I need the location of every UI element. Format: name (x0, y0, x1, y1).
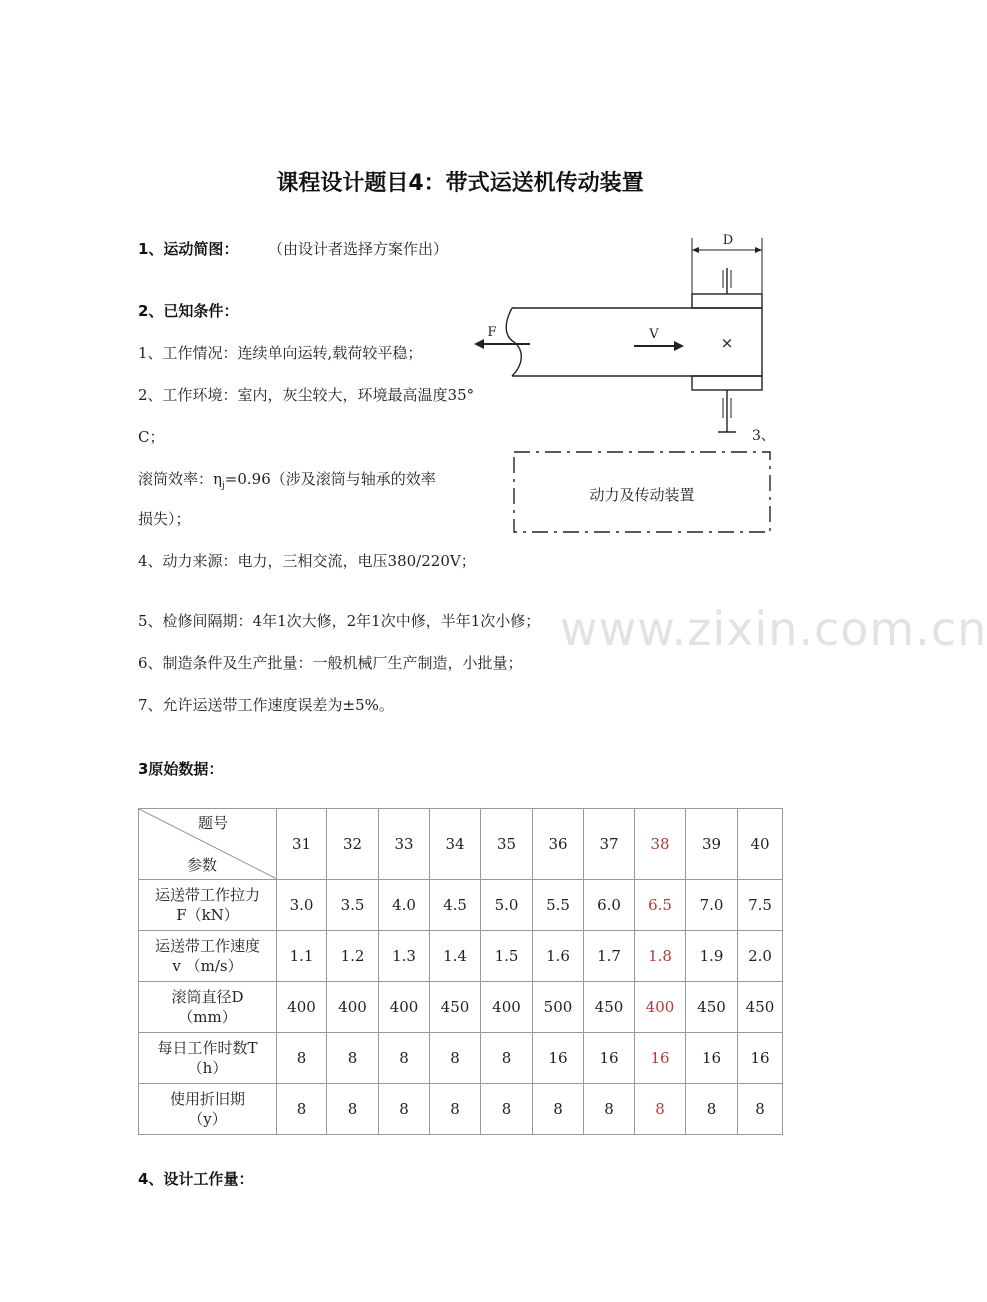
row-label-main: 每日工作时数T (157, 1039, 258, 1057)
table-cell-highlighted: 400 (635, 982, 686, 1033)
condition-4: 4、动力来源：电力，三相交流，电压380/220V； (138, 552, 476, 570)
table-row (139, 931, 783, 982)
table-cell: 1.9 (686, 931, 738, 982)
row-label-unit: v （m/s） (172, 957, 243, 975)
table-row (139, 880, 783, 931)
row-label-unit: （h） (187, 1059, 228, 1077)
belt-break-curve (506, 308, 521, 376)
table-cell: 8 (430, 1033, 481, 1084)
table-cell: 1.1 (277, 931, 327, 982)
condition-1: 1、工作情况：连续单向运转,载荷较平稳； (138, 344, 423, 362)
table-cell: 8 (481, 1033, 533, 1084)
table-cell: 450 (738, 982, 783, 1033)
table-cell: 1.3 (379, 931, 430, 982)
row-label-unit: F（kN） (176, 906, 239, 924)
condition-7: 7、允许运送带工作速度误差为±5%。 (138, 696, 394, 714)
row-label (139, 1033, 277, 1084)
table-cell: 4.5 (430, 880, 481, 931)
row-label-main: 运送带工作拉力 (154, 886, 260, 904)
condition-2: 2、工作环境：室内，灰尘较大，环境最高温度35° (138, 386, 475, 404)
table-row (139, 1084, 783, 1135)
section-4-heading: 4、设计工作量： (138, 1170, 254, 1188)
table-cell: 400 (481, 982, 533, 1033)
table-cell-highlighted: 1.8 (635, 931, 686, 982)
kinematic-diagram (470, 228, 790, 540)
table-cell: 7.5 (738, 880, 783, 931)
row-label-main: 使用折旧期 (169, 1090, 245, 1108)
table-cell: 1.2 (327, 931, 379, 982)
table-cell-highlighted: 6.5 (635, 880, 686, 931)
corner-bottom-label: 参数 (187, 856, 218, 874)
condition-3-rest: =0.96（涉及滚筒与轴承的效率 (224, 470, 436, 488)
condition-3-prefix: 滚筒效率：η (138, 470, 222, 488)
force-label: F (487, 325, 497, 340)
column-header: 39 (686, 809, 738, 880)
row-label (139, 931, 277, 982)
column-header: 37 (584, 809, 635, 880)
velocity-arrow-head (674, 341, 684, 351)
table-cell: 450 (430, 982, 481, 1033)
condition-2-cont: C； (138, 428, 165, 446)
drum-top-cap (692, 294, 762, 308)
table-header-row (139, 809, 783, 880)
table-cell: 16 (738, 1033, 783, 1084)
parameter-table (138, 808, 783, 1135)
table-cell-highlighted: 16 (635, 1033, 686, 1084)
dimension-arrow-right (755, 247, 762, 253)
diameter-label: D (722, 233, 734, 248)
table-cell: 16 (533, 1033, 584, 1084)
table-cell: 8 (686, 1084, 738, 1135)
section-3-heading: 3原始数据： (138, 760, 224, 778)
table-cell: 2.0 (738, 931, 783, 982)
table-cell: 8 (327, 1033, 379, 1084)
table-row (139, 1033, 783, 1084)
table-cell: 400 (277, 982, 327, 1033)
table-cell: 450 (686, 982, 738, 1033)
table-cell: 400 (327, 982, 379, 1033)
condition-3-cont: 损失）； (138, 510, 191, 528)
section-1-heading: 1、运动简图： (138, 240, 239, 258)
section-1-note: （由设计者选择方案作出） (268, 240, 449, 258)
drive-unit-label: 动力及传动装置 (589, 486, 695, 504)
table-cell: 8 (481, 1084, 533, 1135)
drum-bottom-cap (692, 376, 762, 390)
page-title: 课程设计题目4：带式运送机传动装置 (276, 171, 644, 196)
table-cell: 8 (430, 1084, 481, 1135)
table-cell: 1.4 (430, 931, 481, 982)
velocity-label: V (649, 327, 659, 342)
column-header: 31 (277, 809, 327, 880)
row-label (139, 880, 277, 931)
item-number-label: 3、 (752, 428, 775, 444)
table-cell: 8 (277, 1033, 327, 1084)
column-header: 33 (379, 809, 430, 880)
section-2-heading: 2、已知条件： (138, 302, 239, 320)
row-label-unit: （y） (188, 1110, 227, 1128)
table-cell: 400 (379, 982, 430, 1033)
table-cell: 5.5 (533, 880, 584, 931)
table-cell: 5.0 (481, 880, 533, 931)
watermark: www.zixin.com.cn (560, 602, 987, 656)
row-label (139, 1084, 277, 1135)
column-header: 32 (327, 809, 379, 880)
corner-cell (139, 809, 277, 880)
table-cell: 1.6 (533, 931, 584, 982)
column-header: 36 (533, 809, 584, 880)
table-cell: 6.0 (584, 880, 635, 931)
table-cell: 4.0 (379, 880, 430, 931)
column-header-highlighted: 38 (635, 809, 686, 880)
table-cell: 7.0 (686, 880, 738, 931)
condition-5: 5、检修间隔期：4年1次大修，2年1次中修，半年1次小修； (138, 612, 541, 630)
table-cell: 8 (533, 1084, 584, 1135)
table-cell: 450 (584, 982, 635, 1033)
column-header: 34 (430, 809, 481, 880)
table-cell: 8 (738, 1084, 783, 1135)
dimension-arrow-left (692, 247, 699, 253)
column-header: 35 (481, 809, 533, 880)
condition-6: 6、制造条件及生产批量：一般机械厂生产制造，小批量； (138, 654, 523, 672)
row-label-main: 滚筒直径D (171, 988, 244, 1006)
row-label-main: 运送带工作速度 (154, 937, 260, 955)
table-cell: 1.5 (481, 931, 533, 982)
table-cell: 8 (584, 1084, 635, 1135)
table-cell: 1.7 (584, 931, 635, 982)
table-cell: 8 (379, 1084, 430, 1135)
condition-3-sub: j (222, 481, 225, 491)
row-label-unit: （mm） (178, 1008, 237, 1026)
table-row (139, 982, 783, 1033)
table-cell-highlighted: 8 (635, 1084, 686, 1135)
table-cell: 8 (327, 1084, 379, 1135)
drum-center-mark: × (720, 334, 734, 352)
condition-3 (138, 468, 436, 491)
table-cell: 8 (277, 1084, 327, 1135)
column-header: 40 (738, 809, 783, 880)
table-cell: 16 (584, 1033, 635, 1084)
force-arrow-head (474, 339, 484, 349)
table-cell: 8 (379, 1033, 430, 1084)
table-cell: 3.5 (327, 880, 379, 931)
table-cell: 3.0 (277, 880, 327, 931)
table-cell: 500 (533, 982, 584, 1033)
table-cell: 16 (686, 1033, 738, 1084)
corner-top-label: 题号 (197, 814, 228, 832)
row-label (139, 982, 277, 1033)
